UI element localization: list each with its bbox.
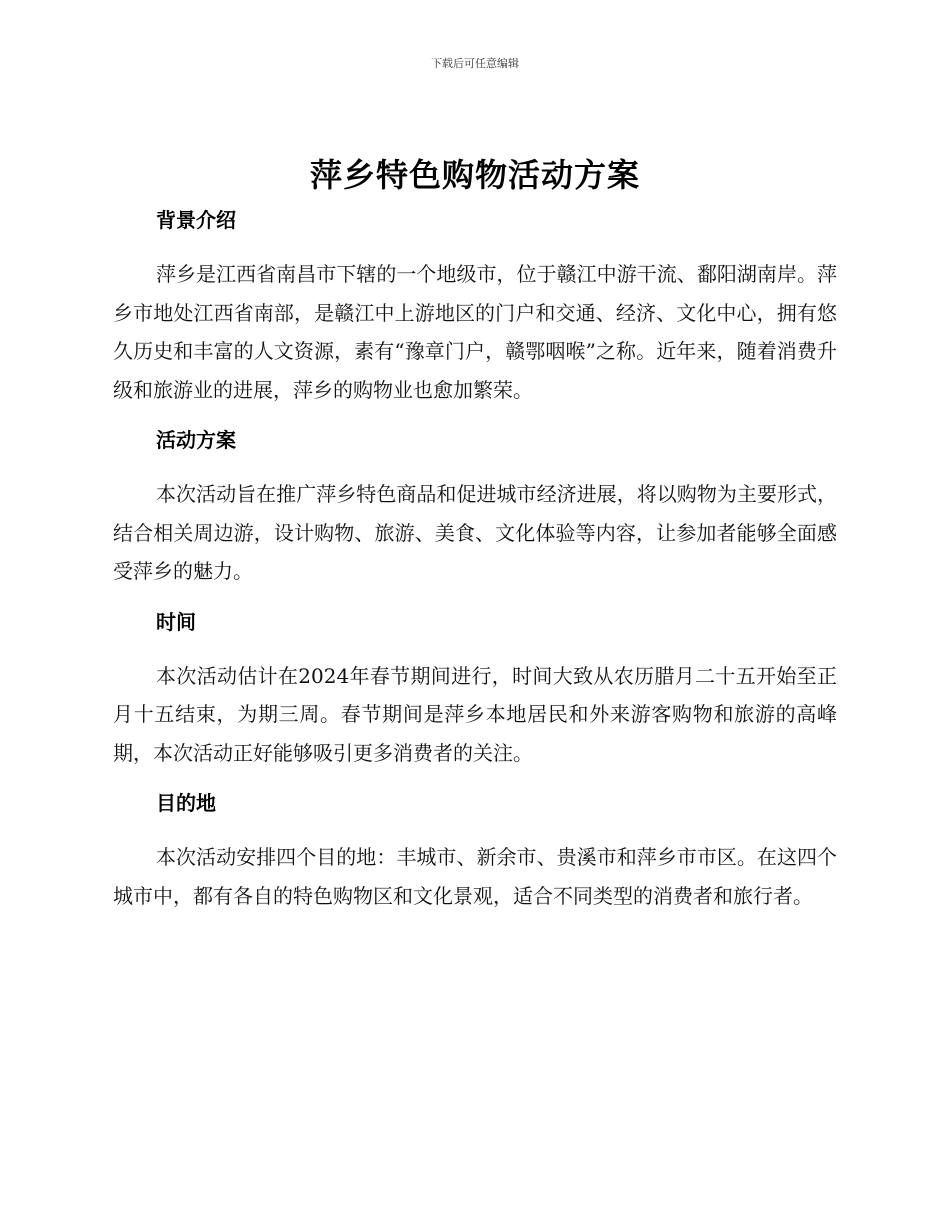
section-paragraph: 本次活动估计在2024年春节期间进行，时间大致从农历腊月二十五开始至正月十五结束，为期三周。春节期间是萍乡本地居民和外来游客购物和旅游的高峰期，本次活动正好能够吸引更多消费者的关注。 [113,663,837,765]
section-background [113,203,837,423]
document-body [113,203,837,915]
section-heading: 背景介绍 [156,208,236,232]
section-heading: 目的地 [156,791,216,815]
section-paragraph: 本次活动旨在推广萍乡特色商品和促进城市经济进展，将以购物为主要形式，结合相关周边游，设计购物、旅游、美食、文化体验等内容，让参加者能够全面感受萍乡的魅力。 [113,482,837,583]
section-heading: 时间 [156,609,196,634]
section-activity-plan [113,423,837,605]
section-paragraph: 萍乡是江西省南昌市下辖的一个地级市，位于赣江中游干流、鄱阳湖南岸。萍乡市地处江西省南部，是赣江中上游地区的门户和交通、经济、文化中心，拥有悠久历史和丰富的人文资源，素有“豫章门户，赣鄂咽喉”之称。近年来，随着消费升级和旅游业的进展，萍乡的购物业也愈加繁荣。 [113,262,837,402]
section-destinations [113,786,837,915]
section-heading: 活动方案 [156,428,236,452]
section-paragraph: 本次活动安排四个目的地：丰城市、新余市、贵溪市和萍乡市市区。在这四个城市中，都有各自的特色购物区和文化景观，适合不同类型的消费者和旅行者。 [113,845,837,908]
header-note: 下载后可任意编辑 [431,57,519,70]
document-title: 萍乡特色购物活动方案 [309,156,640,194]
section-time [113,605,837,787]
